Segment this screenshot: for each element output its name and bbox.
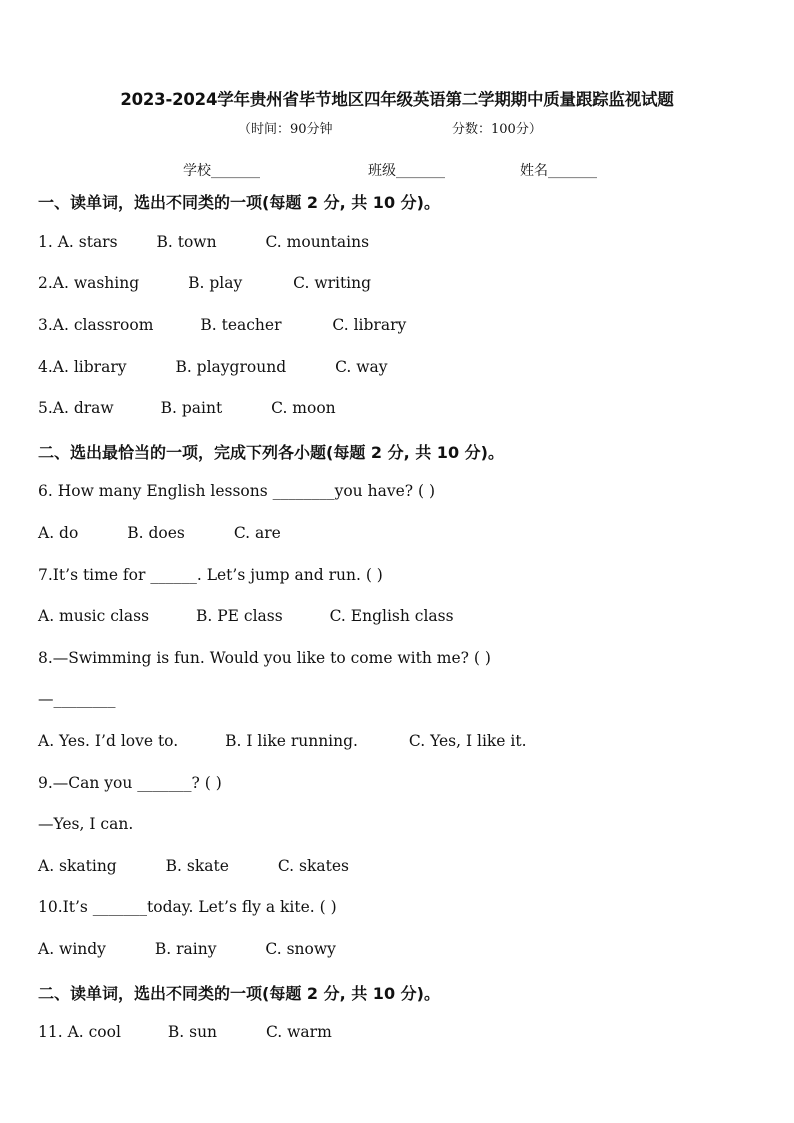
option-a: A. Yes. I’d love to.: [38, 732, 179, 750]
question-10-stem: 10.It’s _______today. Let’s fly a kite. ( ): [38, 898, 337, 916]
option-a: 11. A. cool: [38, 1023, 121, 1041]
option-a: 5.A. draw: [38, 399, 114, 417]
option-b: B. town: [156, 233, 217, 251]
question-2: [38, 274, 371, 292]
option-c: C. library: [332, 316, 407, 334]
question-7-stem: 7.It’s time for ______. Let’s jump and run. ( ): [38, 566, 383, 584]
option-a: 1. A. stars: [38, 233, 118, 251]
name-field: 姓名_______: [520, 163, 597, 179]
question-9-stem: 9.—Can you _______? ( ): [38, 774, 222, 792]
option-c: C. Yes, I like it.: [408, 732, 527, 750]
exam-time: （时间：90分钟: [238, 122, 333, 137]
option-b: B. teacher: [200, 316, 282, 334]
option-a: A. windy: [38, 940, 106, 958]
question-8-reply: —________: [38, 690, 116, 708]
question-3: [38, 316, 406, 334]
option-c: C. English class: [329, 607, 454, 625]
question-7-options: [38, 607, 454, 625]
option-c: C. skates: [277, 857, 349, 875]
option-a: 4.A. library: [38, 358, 127, 376]
option-c: C. moon: [271, 399, 336, 417]
question-9-reply: —Yes, I can.: [38, 815, 134, 833]
class-field: 班级_______: [368, 163, 445, 179]
option-b: B. sun: [167, 1023, 218, 1041]
option-b: B. does: [127, 524, 185, 542]
question-8-options: [38, 732, 527, 750]
option-a: 2.A. washing: [38, 274, 140, 292]
option-c: C. way: [335, 358, 388, 376]
option-b: B. paint: [160, 399, 223, 417]
option-c: C. are: [233, 524, 281, 542]
option-c: C. warm: [265, 1023, 332, 1041]
option-a: A. skating: [38, 857, 117, 875]
question-1: [38, 233, 369, 251]
option-b: B. skate: [165, 857, 229, 875]
option-c: C. mountains: [265, 233, 370, 251]
question-8-stem: 8.—Swimming is fun. Would you like to come with me? ( ): [38, 649, 491, 667]
option-b: B. play: [188, 274, 243, 292]
option-a: A. do: [38, 524, 79, 542]
section-heading: 二、选出最恰当的一项，完成下列各小题(每题 2 分, 共 10 分)。: [38, 443, 504, 462]
question-6-stem: 6. How many English lessons ________you have? ( ): [38, 482, 436, 500]
option-b: B. playground: [175, 358, 287, 376]
section-heading: 二、读单词，选出不同类的一项(每题 2 分, 共 10 分)。: [38, 984, 440, 1003]
option-c: C. writing: [293, 274, 372, 292]
option-b: B. PE class: [195, 607, 283, 625]
exam-score: 分数：100分）: [452, 122, 542, 137]
question-4: [38, 358, 388, 376]
question-9-options: [38, 857, 349, 875]
option-b: B. rainy: [154, 940, 217, 958]
option-a: A. music class: [38, 607, 150, 625]
option-a: 3.A. classroom: [38, 316, 154, 334]
question-10-options: [38, 940, 336, 958]
question-11: [38, 1023, 332, 1041]
option-c: C. snowy: [265, 940, 336, 958]
question-6-options: [38, 524, 281, 542]
exam-title: 2023-2024学年贵州省毕节地区四年级英语第二学期期中质量跟踪监视试题: [120, 90, 674, 109]
school-field: 学校_______: [183, 163, 260, 179]
section-heading: 一、读单词，选出不同类的一项(每题 2 分, 共 10 分)。: [38, 193, 440, 212]
option-b: B. I like running.: [225, 732, 358, 750]
question-5: [38, 399, 336, 417]
